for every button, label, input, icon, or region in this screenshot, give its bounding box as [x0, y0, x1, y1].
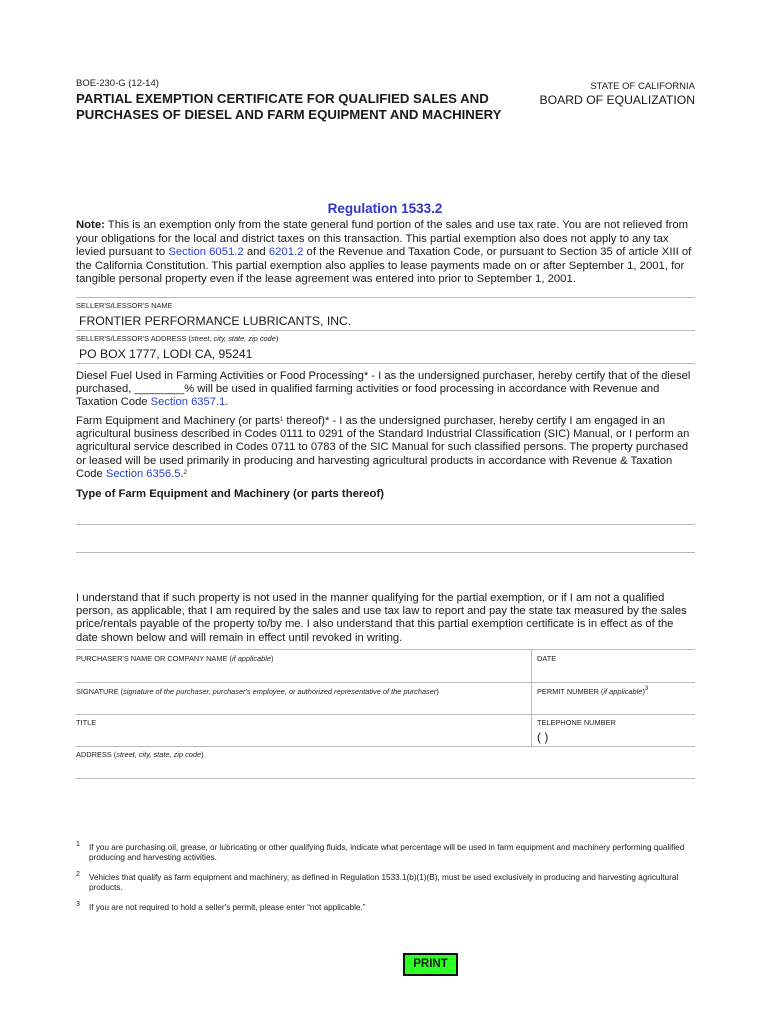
- note-text2: and: [243, 246, 269, 259]
- form-title: [76, 91, 516, 123]
- footnote-text: If you are purchasing oil, grease, or lubricating or other qualifying fluids, indicate what percentage will be used in farm equipment and machinery performing qualified producing and harvesting activities.: [89, 843, 685, 863]
- seller-name-field[interactable]: FRONTIER PERFORMANCE LUBRICANTS, INC.: [79, 314, 352, 328]
- section-6051-2-link[interactable]: Section 6051.2: [168, 246, 244, 259]
- divider: [76, 682, 695, 683]
- form-id: BOE-230-G (12-14): [76, 78, 159, 89]
- footnote-number: 1: [76, 841, 80, 848]
- equipment-type-line1[interactable]: [76, 524, 695, 525]
- divider: [76, 363, 695, 364]
- regulation-link[interactable]: Regulation 1533.2: [327, 201, 443, 216]
- footnote-ref-2: 2: [183, 469, 187, 476]
- signature-label-text: SIGNATURE (: [76, 687, 124, 696]
- divider: [76, 297, 695, 298]
- form-title-line1: PARTIAL EXEMPTION CERTIFICATE FOR QUALIFIED SALES AND: [76, 91, 489, 106]
- title-label: TITLE: [76, 718, 97, 727]
- print-button[interactable]: PRINT: [403, 953, 458, 976]
- section-6201-2-link[interactable]: 6201.2: [268, 246, 304, 259]
- permit-label-italic: if applicable: [603, 687, 643, 696]
- purchaser-name-label-end: ): [271, 654, 274, 663]
- seller-address-label-text: SELLER'S/LESSOR'S ADDRESS (: [76, 334, 191, 343]
- telephone-field[interactable]: ( ): [537, 730, 549, 744]
- footnote-number: 2: [76, 871, 80, 878]
- purchaser-name-label-italic: if applicable: [231, 654, 271, 663]
- divider: [76, 330, 695, 331]
- note-text1: This is an exemption only from the state general fund portion of the sales and use tax rate. You are not relieved from your obligations for the local and district taxes on this transaction. This partial exemption also does not apply to any tax levied pursuant to: [76, 219, 689, 259]
- footnote-3: [76, 903, 696, 915]
- divider: [76, 778, 695, 779]
- divider: [76, 746, 695, 747]
- board-label: BOARD OF EQUALIZATION: [539, 93, 695, 107]
- note-text3: of the Revenue and Taxation Code, or pursuant to Section 35 of article XIII of the California Constitution. This partial exemption also applies to lease payments made on or after September 1, 2001, for tangible personal property even if the lease agreement was entered into prior to September 1, 2001.: [76, 246, 692, 286]
- diesel-text1: Diesel Fuel Used in Farming Activities or Food Processing* - I as the undersigned purchaser, hereby certify that of the diesel purchased, ________% will be used in qualified farming activities or food processing in accordance with Revenue and Taxation Code: [76, 370, 691, 409]
- permit-number-field[interactable]: [537, 694, 692, 714]
- seller-address-field[interactable]: PO BOX 1777, LODI CA, 95241: [79, 347, 253, 361]
- purchaser-address-field[interactable]: [76, 758, 692, 778]
- divider: [76, 714, 695, 715]
- signature-label-italic: signature of the purchaser, purchaser's employee, or authorized representative of the purchaser: [123, 687, 437, 696]
- footnote-text: Vehicles that qualify as farm equipment and machinery, as defined in Regulation 1533.1(b)(1)(B), must be used exclusively in producing and harvesting agricultural products.: [89, 873, 679, 893]
- seller-address-label: [76, 334, 278, 343]
- divider: [76, 649, 695, 650]
- signature-field[interactable]: [76, 694, 530, 714]
- permit-label-end: ): [642, 687, 645, 696]
- signature-label-end: ): [436, 687, 439, 696]
- diesel-text2: .: [225, 396, 229, 409]
- farm-text1: Farm Equipment and Machinery (or parts: [76, 415, 280, 427]
- purchaser-address-label-end: ): [201, 750, 204, 759]
- footnote-text: If you are not required to hold a seller's permit, please enter “not applicable.”: [89, 903, 366, 912]
- seller-address-label-end: ): [275, 334, 279, 343]
- note-paragraph: [76, 219, 696, 287]
- footnote-ref-1: 1: [279, 417, 284, 423]
- equipment-type-line2[interactable]: [76, 552, 695, 553]
- title-field[interactable]: [76, 726, 530, 746]
- diesel-paragraph: [76, 370, 696, 410]
- farm-paragraph: [76, 415, 696, 481]
- permit-label-text: PERMIT NUMBER (: [537, 687, 604, 696]
- seller-name-label: SELLER'S/LESSOR'S NAME: [76, 301, 173, 310]
- purchaser-address-label-text: ADDRESS (: [76, 750, 117, 759]
- equipment-type-heading: Type of Farm Equipment and Machinery (or parts thereof): [76, 488, 384, 500]
- footnote-ref-3: 3: [644, 686, 649, 692]
- column-divider: [531, 649, 532, 747]
- farm-text3: .: [180, 467, 184, 480]
- footnote-1: [76, 843, 696, 865]
- section-6357-1-link[interactable]: Section 6357.1: [150, 396, 226, 409]
- state-label: STATE OF CALIFORNIA: [590, 81, 695, 92]
- footnote-2: [76, 873, 696, 895]
- footnote-number: 3: [76, 901, 80, 908]
- understand-paragraph: I understand that if such property is not used in the manner qualifying for the partial exemption, or if I am not a qualified person, as applicable, that I am required by the sales and use tax law to report and pay the state tax measured by the sales price/rentals payable of the property to/by me. I also understand that this partial exemption certificate is in effect as of the date shown below and will remain in effect until revoked in writing.: [76, 592, 687, 644]
- seller-address-label-italic: street, city, state, zip code: [190, 334, 276, 343]
- date-field[interactable]: [537, 660, 692, 682]
- telephone-label: TELEPHONE NUMBER: [537, 718, 616, 727]
- purchaser-name-field[interactable]: [76, 660, 530, 682]
- farm-text2: thereof)* - I as the undersigned purchaser, hereby certify I am engaged in an agricultural business described in Codes 0111 to 0291 of the Standard Industrial Classification (SIC) Manual, or I perform an agricultural service described in Codes 0711 to 0783 of the SIC Manual for such classified persons. The property purchased or leased will be used primarily in producing and harvesting agricultural products in accordance with Revenue & Taxation Code: [76, 415, 690, 480]
- form-title-line2: PURCHASES OF DIESEL AND FARM EQUIPMENT AND MACHINERY: [76, 107, 502, 122]
- purchaser-address-label-italic: street, city, state, zip code: [116, 750, 202, 759]
- section-6356-5-link[interactable]: Section 6356.5: [105, 467, 181, 480]
- note-label: Note:: [76, 219, 105, 231]
- purchaser-name-label-text: PURCHASER'S NAME OR COMPANY NAME (: [76, 654, 232, 663]
- date-label: DATE: [537, 654, 557, 663]
